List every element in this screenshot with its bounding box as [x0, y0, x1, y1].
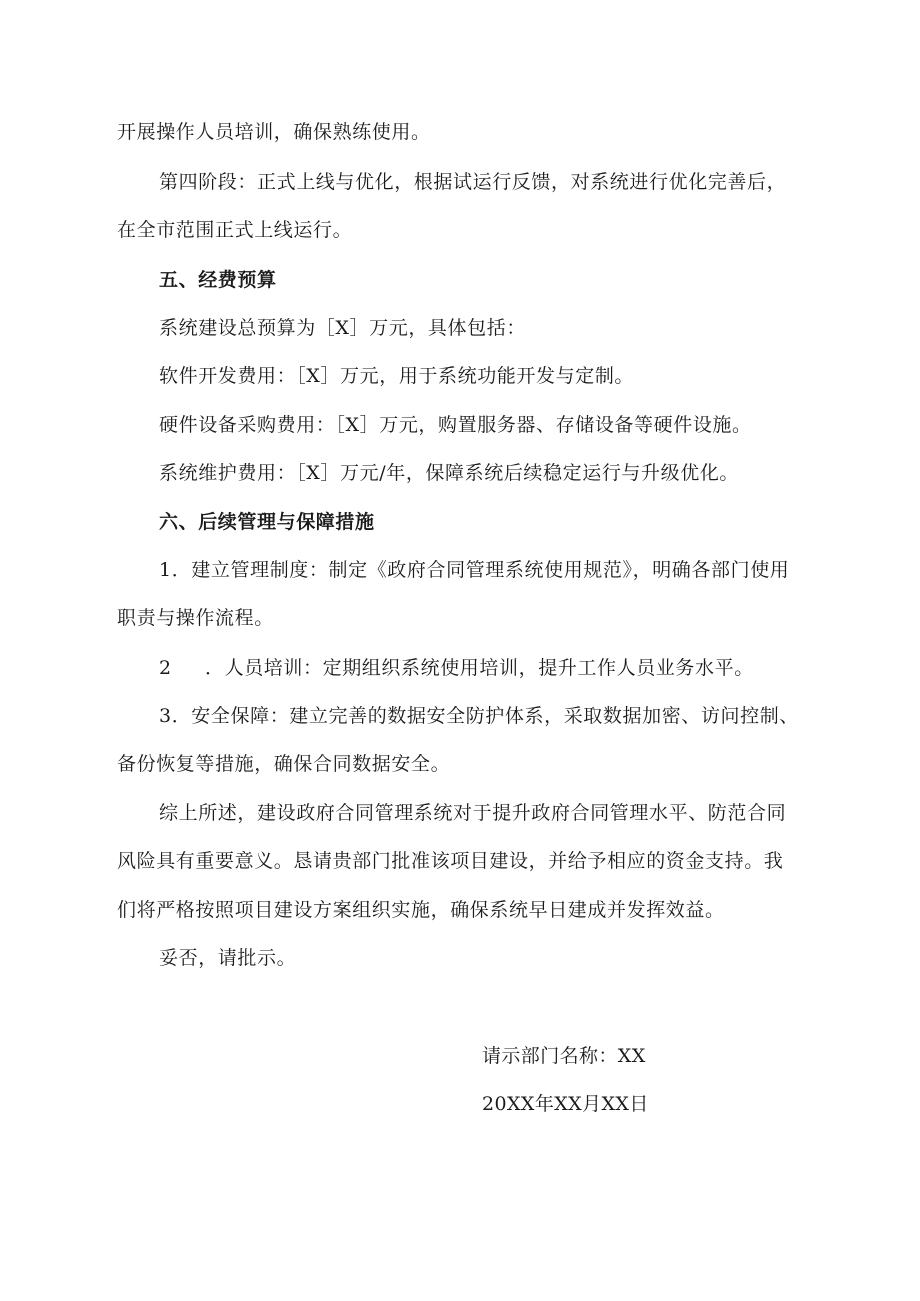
- item3-line2: 备份恢复等措施，确保合同数据安全。: [117, 753, 451, 775]
- item3-line1: 3．安全保障：建立完善的数据安全防护体系，采取数据加密、访问控制、: [159, 705, 799, 727]
- paragraph-training-line: 开展操作人员培训，确保熟练使用。: [117, 121, 431, 143]
- section-heading-budget: 五、经费预算: [159, 269, 277, 291]
- budget-maintenance-line: 系统维护费用：［X］万元/年，保障系统后续稳定运行与升级优化。: [159, 462, 740, 484]
- item1-line2: 职责与操作流程。: [117, 607, 274, 629]
- budget-software-line: 软件开发费用：［X］万元，用于系统功能开发与定制。: [159, 365, 635, 387]
- paragraph-phase4-line1: 第四阶段：正式上线与优化，根据试运行反馈，对系统进行优化完善后，: [159, 171, 787, 193]
- budget-total-line: 系统建设总预算为［X］万元，具体包括：: [159, 317, 526, 339]
- signature-department: 请示部门名称：XX: [482, 1045, 646, 1067]
- signature-date: 20XX年XX月XX日: [482, 1093, 649, 1115]
- item1-line1: 1．建立管理制度：制定《政府合同管理系统使用规范》，明确各部门使用: [159, 559, 790, 581]
- summary-line1: 综上所述，建设政府合同管理系统对于提升政府合同管理水平、防范合同: [159, 802, 787, 824]
- paragraph-phase4-line2: 在全市范围正式上线运行。: [117, 219, 353, 241]
- item2-text: ．人员培训：定期组织系统使用培训，提升工作人员业务水平。: [205, 657, 754, 679]
- budget-hardware-line: 硬件设备采购费用：［X］万元，购置服务器、存储设备等硬件设施。: [159, 414, 752, 436]
- item2-number: 2: [159, 657, 172, 679]
- section-heading-management: 六、后续管理与保障措施: [159, 511, 375, 533]
- summary-line3: 们将严格按照项目建设方案组织实施，确保系统早日建成并发挥效益。: [117, 899, 725, 921]
- closing-line: 妥否，请批示。: [159, 947, 297, 969]
- summary-line2: 风险具有重要意义。恳请贵部门批准该项目建设，并给予相应的资金支持。我: [117, 850, 784, 872]
